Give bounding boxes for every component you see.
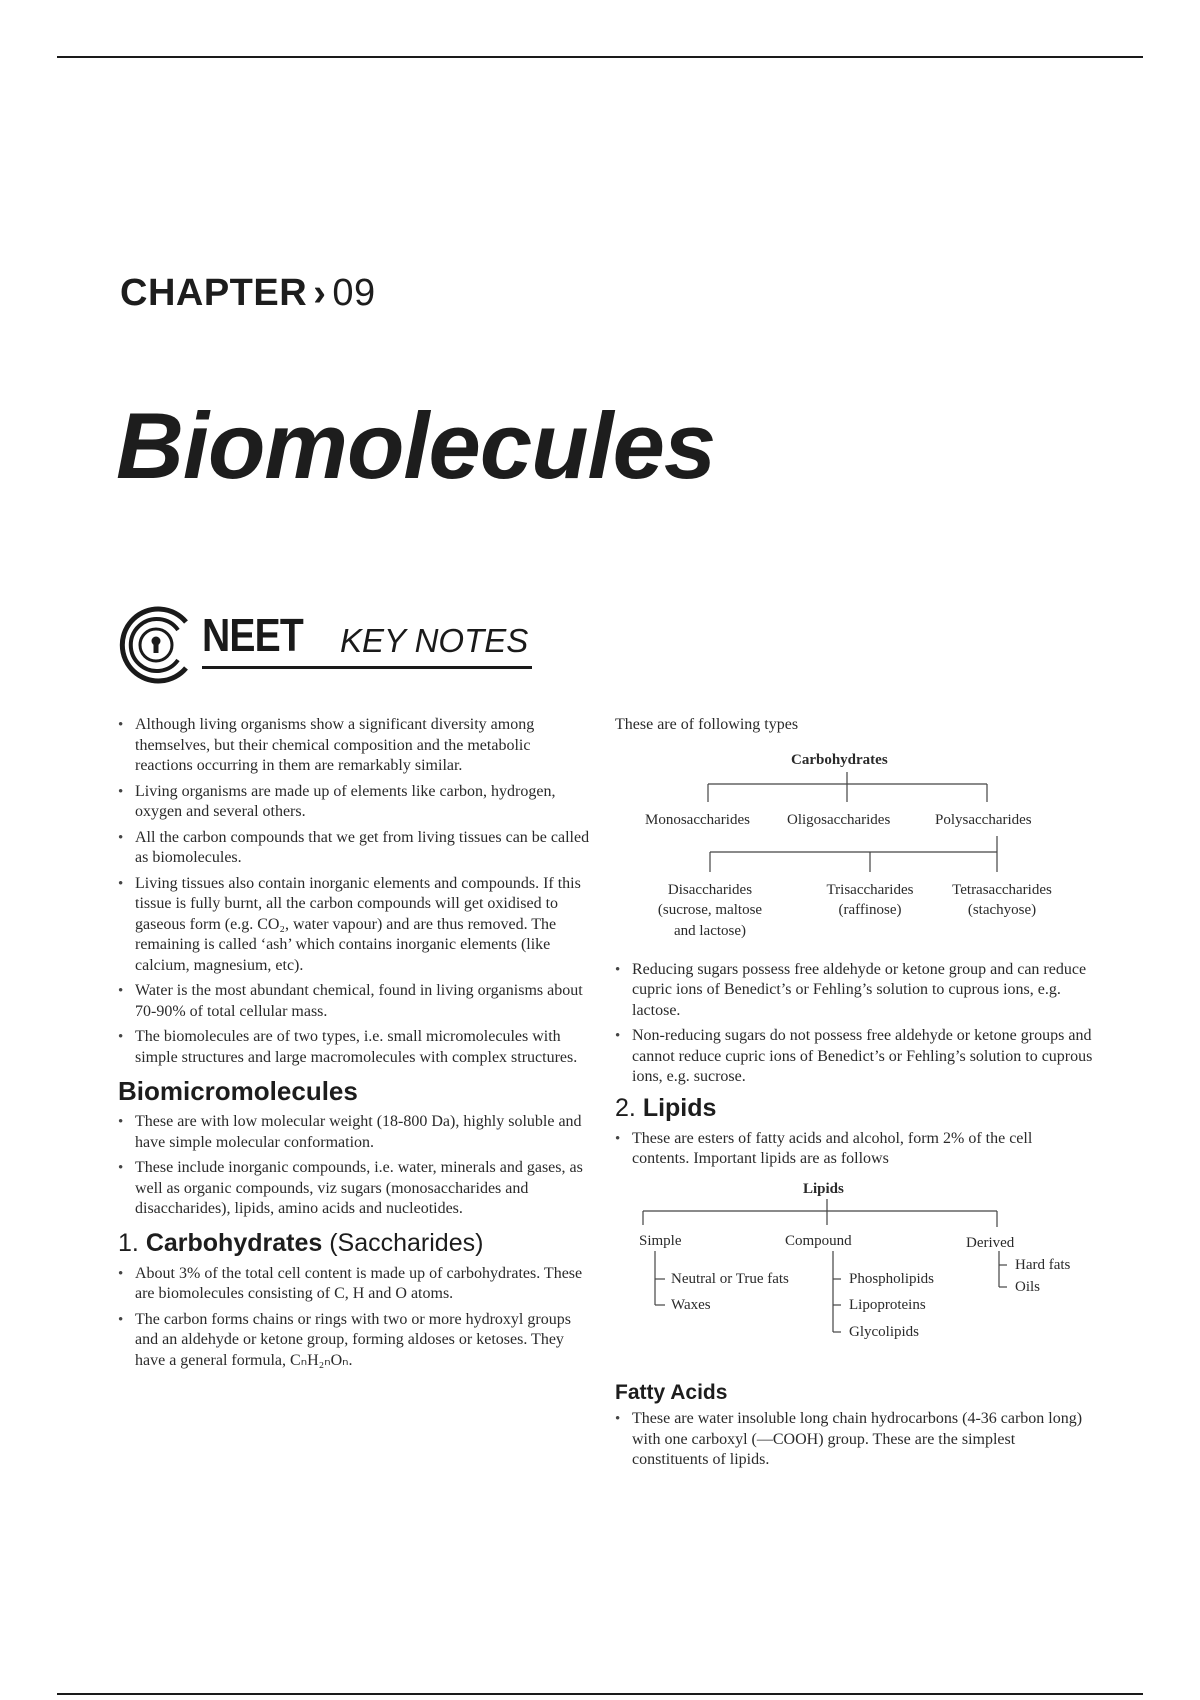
tree-leaf: Neutral or True fats [671,1270,789,1287]
lipids-tree [615,1175,1093,1371]
list-item: • Living tissues also contain inorganic elements and compounds. If this tissue is fully burnt, all the carbon compounds will get oxidised to gaseous form (e.g. CO₂, water vapour) and are thus removed. The remaining is called ‘ash’ which contains inorganic elements (like calcium, magnesium, etc). [118,874,590,977]
node-note: and lactose) [673,922,747,939]
lipids-heading [615,1093,1093,1123]
heading-number: 1. [118,1228,139,1257]
list-item: • Although living organisms show a significant diversity among themselves, but their chemical composition and the metabolic reactions occurring in them are remarkably similar. [118,715,590,777]
chapter-separator: › [313,272,327,314]
list-item: • Water is the most abundant chemical, found in living organisms about 70-90% of total cellular mass. [118,981,590,1022]
tree-node: Oligosaccharides [787,811,891,828]
chapter-label [120,272,376,315]
intro-bullets [118,715,590,1068]
fatty-acids-heading: Fatty Acids [615,1380,728,1404]
chapter-number: 09 [332,272,376,314]
biomicromolecules-heading: Biomicromolecules [118,1076,358,1106]
tree-node: Monosaccharides [645,811,750,828]
tree-leaf: Waxes [671,1296,711,1313]
tree-leaf: Glycolipids [849,1323,919,1340]
list-item: • These include inorganic compounds, i.e. water, minerals and gases, as well as organic compounds, viz sugars (monosaccharides and disaccharides), lipids, amino acids and nucleotides. [118,1158,590,1220]
heading-rest: (Saccharides) [329,1228,484,1257]
chapter-text: CHAPTER [120,272,308,314]
tree-node [805,880,935,921]
list-item: • All the carbon compounds that we get from living tissues can be called as biomolecules. [118,828,590,869]
neet-text: NEET [202,609,303,661]
key-notes-text: KEY NOTES [340,622,529,659]
left-column [118,715,590,1376]
tree-node: Simple [639,1232,682,1249]
tree-node [937,880,1067,921]
tree-root: Carbohydrates [791,751,888,768]
tree-leaf: Phospholipids [849,1270,935,1287]
carbohydrates-heading [118,1228,590,1258]
list-item: • These are with low molecular weight (18-800 Da), highly soluble and have simple molecular conformation. [118,1112,590,1153]
top-rule [57,56,1143,58]
node-name: Trisaccharides [826,881,914,898]
tree-node: Derived [966,1234,1015,1251]
list-item: • Non-reducing sugars do not possess free aldehyde or ketone groups and cannot reduce cupric ions of Benedict’s or Fehling’s solution to cuprous ions, e.g. sucrose. [615,1026,1093,1088]
bottom-rule [57,1693,1143,1695]
node-name: Tetrasaccharides [952,881,1052,898]
list-item: • Living organisms are made up of elements like carbon, hydrogen, oxygen and several others. [118,782,590,823]
logo-underline [202,666,532,669]
tree-root: Lipids [803,1180,844,1197]
heading-number: 2. [615,1093,636,1122]
carbohydrates-bullets [118,1264,590,1372]
node-note: (sucrose, maltose [657,902,763,918]
list-item: • The carbon forms chains or rings with two or more hydroxyl groups and an aldehyde or ketone group, forming aldoses or ketoses. They have a general formula, CₙH₂ₙOₙ. [118,1310,590,1372]
node-note: (stachyose) [967,902,1037,918]
tree-leaf: Oils [1015,1278,1041,1295]
types-intro: These are of following types [615,716,799,733]
neet-key-notes-logo [118,606,538,684]
biomicro-bullets [118,1112,590,1220]
lipids-bullets [615,1129,1093,1170]
carbohydrates-tree [615,742,1093,954]
node-name: Disaccharides [667,881,753,898]
tree-leaf: Lipoproteins [849,1296,926,1313]
tree-node: Compound [785,1232,852,1249]
node-note: (raffinose) [838,902,902,918]
lock-icon [118,606,202,684]
right-column [615,715,1093,1476]
list-item: • These are water insoluble long chain hydrocarbons (4-36 carbon long) with one carboxyl (—COOH) group. These are the simplest constituents of lipids. [615,1409,1093,1471]
sugar-bullets [615,960,1093,1088]
heading-bold: Lipids [642,1093,717,1122]
fatty-acids-bullets [615,1409,1093,1471]
tree-node: Polysaccharides [935,811,1032,828]
list-item: • The biomolecules are of two types, i.e. small micromolecules with simple structures and large macromolecules with complex structures. [118,1027,590,1068]
list-item: • Reducing sugars possess free aldehyde or ketone group and can reduce cupric ions of Benedict’s or Fehling’s solution to cuprous ions, e.g. lactose. [615,960,1093,1022]
heading-bold: Carbohydrates [145,1228,323,1257]
tree-node [635,880,785,942]
list-item: • These are esters of fatty acids and alcohol, form 2% of the cell contents. Important lipids are as follows [615,1129,1093,1170]
page-title: Biomolecules [116,393,716,498]
list-item: • About 3% of the total cell content is made up of carbohydrates. These are biomolecules consisting of C, H and O atoms. [118,1264,590,1305]
tree-leaf: Hard fats [1015,1256,1071,1273]
